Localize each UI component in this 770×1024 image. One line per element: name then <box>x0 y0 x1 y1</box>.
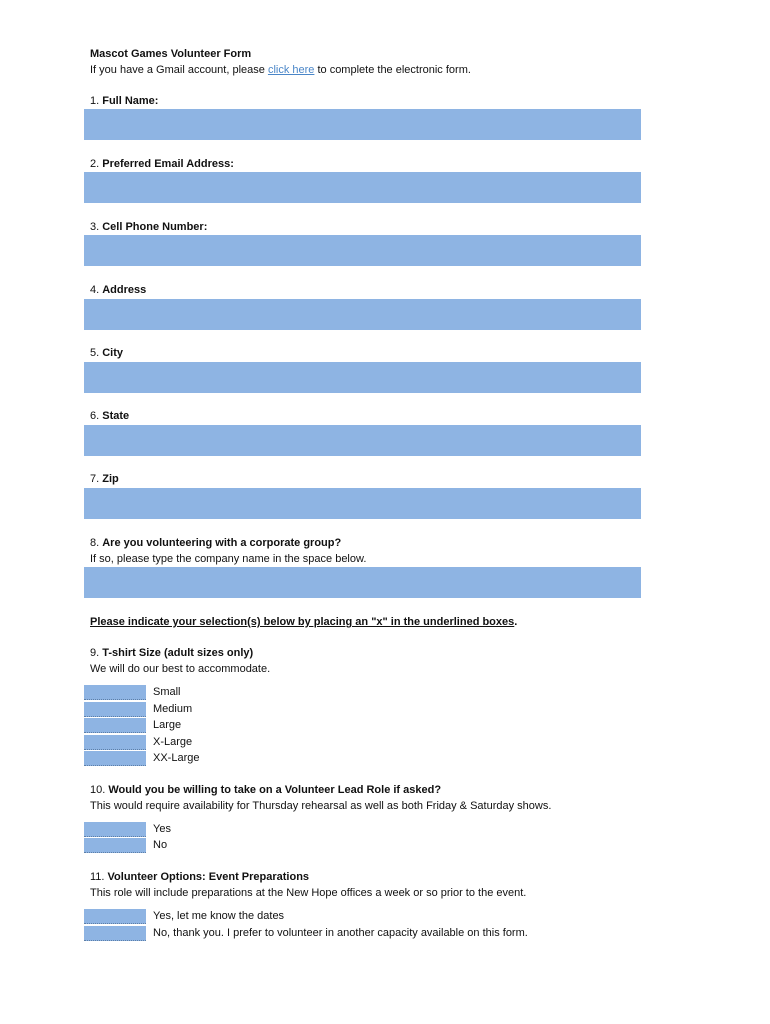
event-prep-yes-checkbox[interactable] <box>84 909 146 924</box>
field-label-text: Are you volunteering with a corporate group? <box>102 537 342 549</box>
tshirt-option-label: XX-Large <box>153 752 200 764</box>
lead-role-note: This would require availability for Thursday rehearsal as well as both Friday & Saturday shows. <box>90 800 552 812</box>
tshirt-option-label: Small <box>153 686 181 698</box>
field-label-address <box>90 284 146 296</box>
instruction-period: . <box>514 616 518 628</box>
field-number: 10. <box>90 784 109 796</box>
tshirt-option-label: Large <box>153 719 182 731</box>
tshirt-large-checkbox[interactable] <box>84 718 146 733</box>
field-label-text: City <box>102 347 124 359</box>
field-number: 7. <box>90 473 103 485</box>
field-label-text: Would you be willing to take on a Volunteer Lead Role if asked? <box>108 784 442 796</box>
field-label-text: Cell Phone Number: <box>102 221 208 233</box>
zip-input[interactable] <box>84 488 641 519</box>
tshirt-medium-checkbox[interactable] <box>84 702 146 717</box>
field-label-city <box>90 347 123 359</box>
lead-role-option-label: Yes <box>153 823 171 835</box>
field-label-text: Preferred Email Address: <box>102 158 234 170</box>
tshirt-xlarge-checkbox[interactable] <box>84 735 146 750</box>
tshirt-option-label: X-Large <box>153 736 193 748</box>
field-label-text: Full Name: <box>102 95 159 107</box>
tshirt-question <box>90 647 253 659</box>
field-label-text: T-shirt Size (adult sizes only) <box>102 647 254 659</box>
corporate-note: If so, please type the company name in the space below. <box>90 553 367 565</box>
event-prep-question <box>90 871 309 883</box>
gmail-link[interactable]: click here <box>267 64 315 76</box>
event-prep-note: This role will include preparations at the New Hope offices a week or so prior to the event. <box>90 887 527 899</box>
field-number: 8. <box>90 537 103 549</box>
field-label-text: Zip <box>102 473 119 485</box>
lead-role-option-label: No <box>153 839 168 851</box>
field-label-corporate <box>90 537 341 549</box>
tshirt-small-checkbox[interactable] <box>84 685 146 700</box>
intro-text <box>90 64 471 76</box>
form-title: Mascot Games Volunteer Form <box>90 48 252 60</box>
field-number: 3. <box>90 221 103 233</box>
lead-role-no-checkbox[interactable] <box>84 838 146 853</box>
field-label-text: State <box>102 410 130 422</box>
lead-role-yes-checkbox[interactable] <box>84 822 146 837</box>
selection-instruction <box>90 616 517 628</box>
intro-after: to complete the electronic form. <box>314 64 471 76</box>
phone-input[interactable] <box>84 235 641 266</box>
company-name-input[interactable] <box>84 567 641 598</box>
event-prep-option-label: No, thank you. I prefer to volunteer in another capacity available on this form. <box>153 927 528 939</box>
field-label-state <box>90 410 129 422</box>
tshirt-note: We will do our best to accommodate. <box>90 663 271 675</box>
email-input[interactable] <box>84 172 641 203</box>
tshirt-xxlarge-checkbox[interactable] <box>84 751 146 766</box>
field-label-full-name <box>90 95 158 107</box>
state-input[interactable] <box>84 425 641 456</box>
event-prep-no-checkbox[interactable] <box>84 926 146 941</box>
field-label-text: Address <box>102 284 147 296</box>
city-input[interactable] <box>84 362 641 393</box>
field-number: 9. <box>90 647 103 659</box>
address-input[interactable] <box>84 299 641 330</box>
lead-role-question <box>90 784 441 796</box>
field-number: 2. <box>90 158 103 170</box>
field-number: 4. <box>90 284 103 296</box>
full-name-input[interactable] <box>84 109 641 140</box>
field-number: 5. <box>90 347 103 359</box>
field-label-text: Volunteer Options: Event Preparations <box>107 871 310 883</box>
field-number: 11. <box>90 871 108 883</box>
field-label-email <box>90 158 234 170</box>
intro-before: If you have a Gmail account, please <box>90 64 268 76</box>
field-number: 6. <box>90 410 103 422</box>
field-label-phone <box>90 221 207 233</box>
field-number: 1. <box>90 95 103 107</box>
event-prep-option-label: Yes, let me know the dates <box>153 910 285 922</box>
field-label-zip <box>90 473 119 485</box>
instruction-text: Please indicate your selection(s) below by placing an "x" in the underlined boxes <box>90 616 515 628</box>
tshirt-option-label: Medium <box>153 703 193 715</box>
